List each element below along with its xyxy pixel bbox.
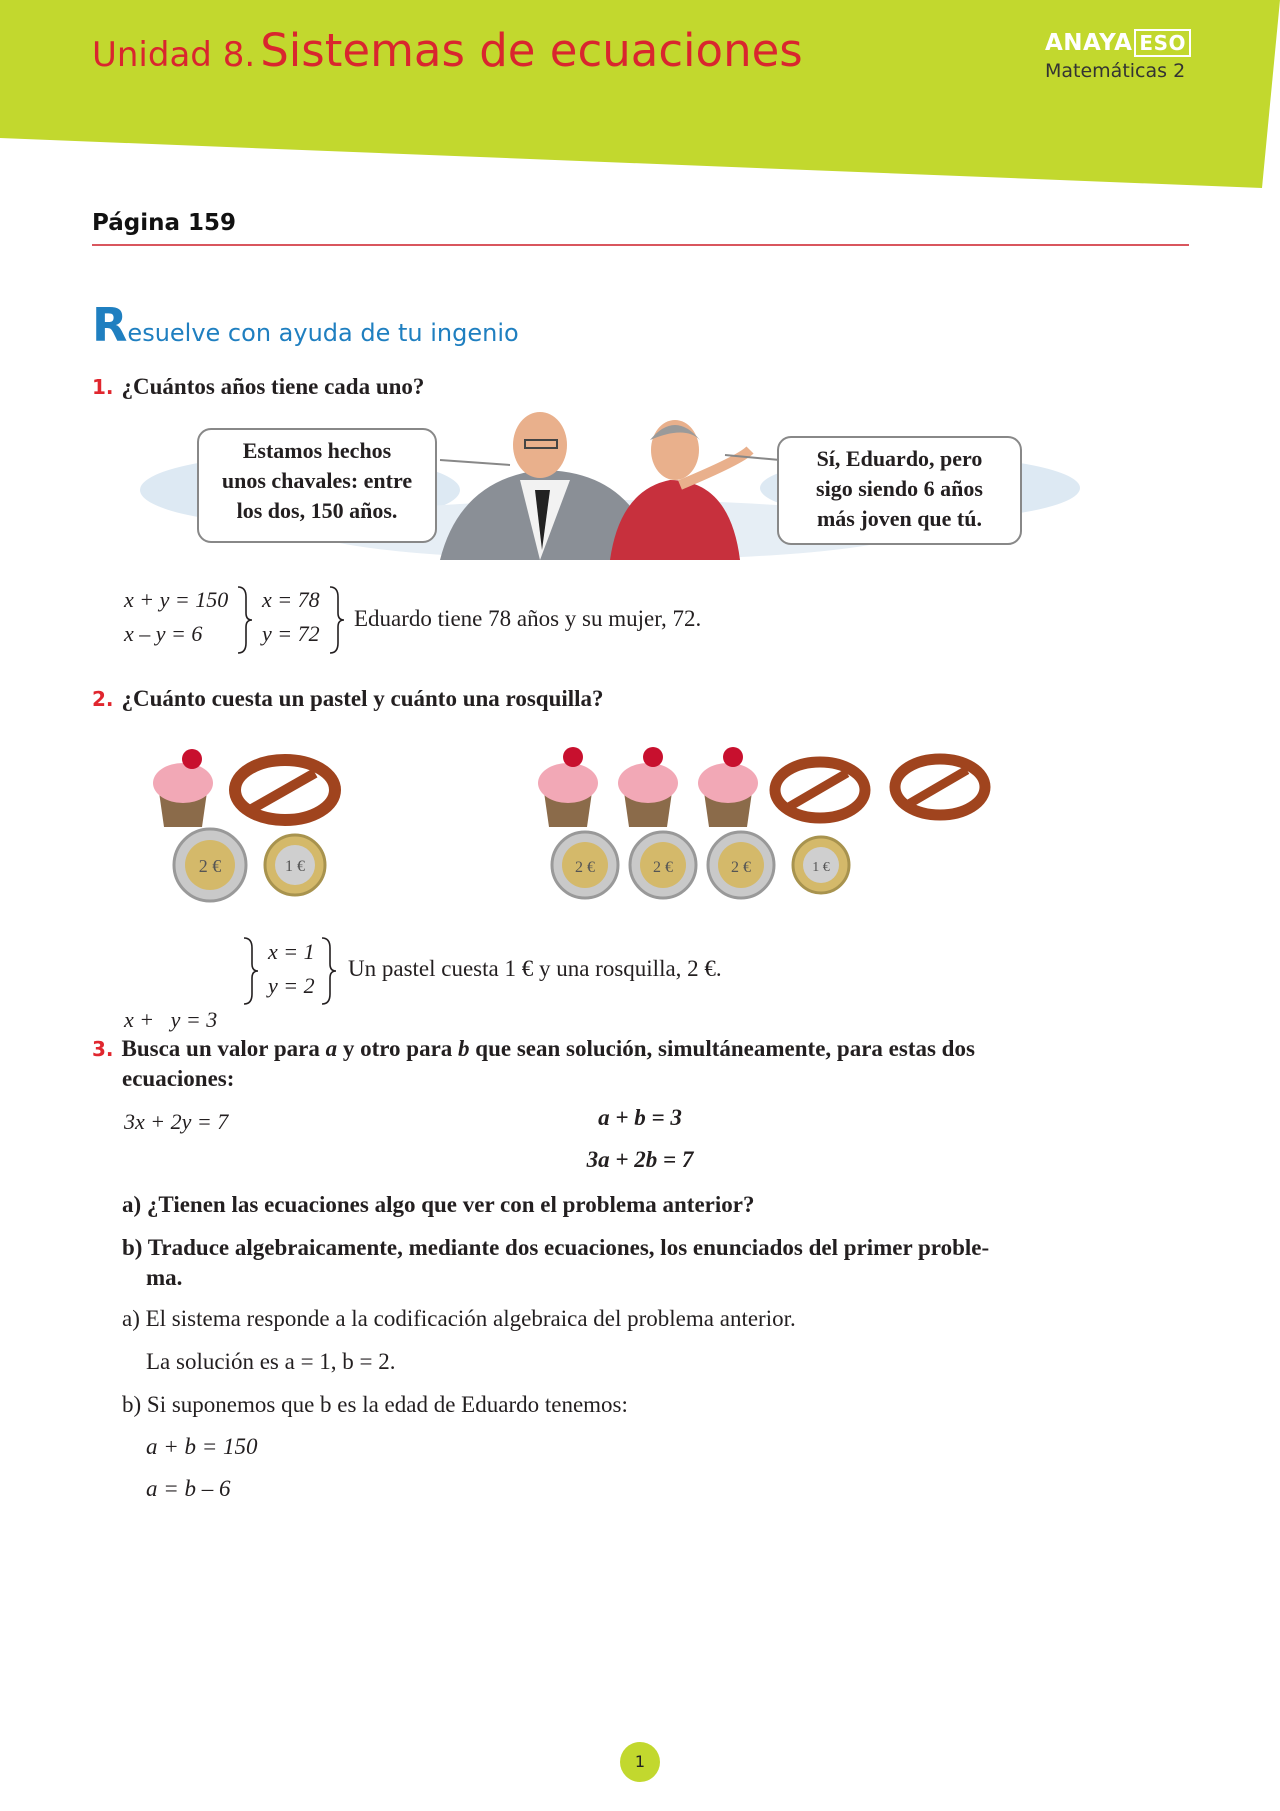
svg-text:1 €: 1 € — [812, 860, 830, 875]
cupcake-icon — [618, 747, 678, 827]
answer-b-eq1: a + b = 150 — [146, 1434, 258, 1459]
coin-icon — [552, 832, 618, 898]
svg-text:2 €: 2 € — [575, 859, 595, 876]
question-1: 1. ¿Cuántos años tiene cada uno? — [92, 374, 425, 399]
q1-answer: Eduardo tiene 78 años y su mujer, 72. — [354, 606, 702, 631]
q2-system-rhs: x = 1 y = 2 — [268, 939, 315, 998]
speech-bubble-right: Sí, Eduardo, pero sigo siendo 6 años más joven que tú. — [777, 436, 1022, 545]
equation-1: a + b = 3 — [598, 1105, 682, 1130]
equation-2: 3a + 2b = 7 — [586, 1147, 694, 1172]
question-number: 1. — [92, 375, 114, 399]
pretzel-icon — [235, 760, 335, 820]
question-2: 2. ¿Cuánto cuesta un pastel y cuánto una rosquilla? — [92, 686, 604, 711]
pastry-group-right — [535, 735, 1015, 905]
brace — [234, 585, 254, 655]
brace — [326, 585, 346, 655]
answer-a-solution: La solución es a = 1, b = 2. — [146, 1349, 396, 1374]
cupcake-icon — [153, 749, 213, 827]
coin-icon — [265, 835, 325, 895]
question-3: 3. Busca un valor para a y otro para b que sean solución, simultáneamente, para estas dos — [92, 1036, 975, 1061]
coin-icon — [793, 837, 849, 893]
pretzel-icon — [775, 762, 865, 818]
svg-text:2 €: 2 € — [731, 859, 751, 876]
coin-icon — [708, 832, 774, 898]
brand-block — [1045, 30, 1190, 82]
unit-name: Sistemas de ecuaciones — [260, 24, 803, 77]
speech-bubble-left: Estamos hechos unos chavales: entre los dos, 150 años. — [197, 428, 437, 543]
pastry-group-left — [150, 735, 370, 905]
sub-question-b-line2: ma. — [146, 1265, 183, 1290]
coin-icon — [174, 829, 246, 901]
q2-answer: Un pastel cuesta 1 € y una rosquilla, 2 €. — [348, 956, 722, 981]
svg-text:2 €: 2 € — [653, 859, 673, 876]
page-label: Página 159 — [92, 210, 237, 236]
unit-title — [92, 24, 803, 77]
question-number: 3. — [92, 1037, 114, 1061]
page-number: 1 — [620, 1742, 660, 1782]
q2-system-lhs: x + y = 3 3x + 2y = 7 — [124, 1007, 229, 1134]
brace — [318, 936, 338, 1006]
question-3-line2: ecuaciones: — [122, 1066, 235, 1091]
sub-question-b: b) Traduce algebraicamente, mediante dos ecuaciones, los enunciados del primer proble- — [122, 1235, 990, 1260]
woman-figure — [610, 420, 750, 560]
answer-a: a) El sistema responde a la codificación algebraica del problema anterior. — [122, 1306, 796, 1331]
coin-icon — [630, 832, 696, 898]
answer-b: b) Si suponemos que b es la edad de Eduardo tenemos: — [122, 1392, 628, 1417]
cupcake-icon — [698, 747, 758, 827]
cupcake-icon — [538, 747, 598, 827]
subject-label: Matemáticas 2 — [1045, 60, 1186, 82]
publisher-logo: ANAYA ESO — [1045, 30, 1190, 56]
answer-b-eq2: a = b – 6 — [146, 1476, 231, 1501]
divider — [92, 244, 1189, 246]
question-number: 2. — [92, 687, 114, 711]
q1-system-rhs: x = 78 y = 72 — [262, 587, 320, 646]
svg-text:1 €: 1 € — [285, 858, 305, 875]
pretzel-icon — [895, 759, 985, 815]
svg-text:2 €: 2 € — [198, 856, 222, 876]
brace — [240, 936, 260, 1006]
sub-question-a: a) ¿Tienen las ecuaciones algo que ver con el problema anterior? — [122, 1192, 755, 1217]
section-title: Resuelve con ayuda de tu ingenio — [92, 298, 519, 352]
unit-label: Unidad 8. — [92, 35, 256, 75]
q1-system-lhs: x + y = 150 x – y = 6 — [124, 587, 229, 646]
